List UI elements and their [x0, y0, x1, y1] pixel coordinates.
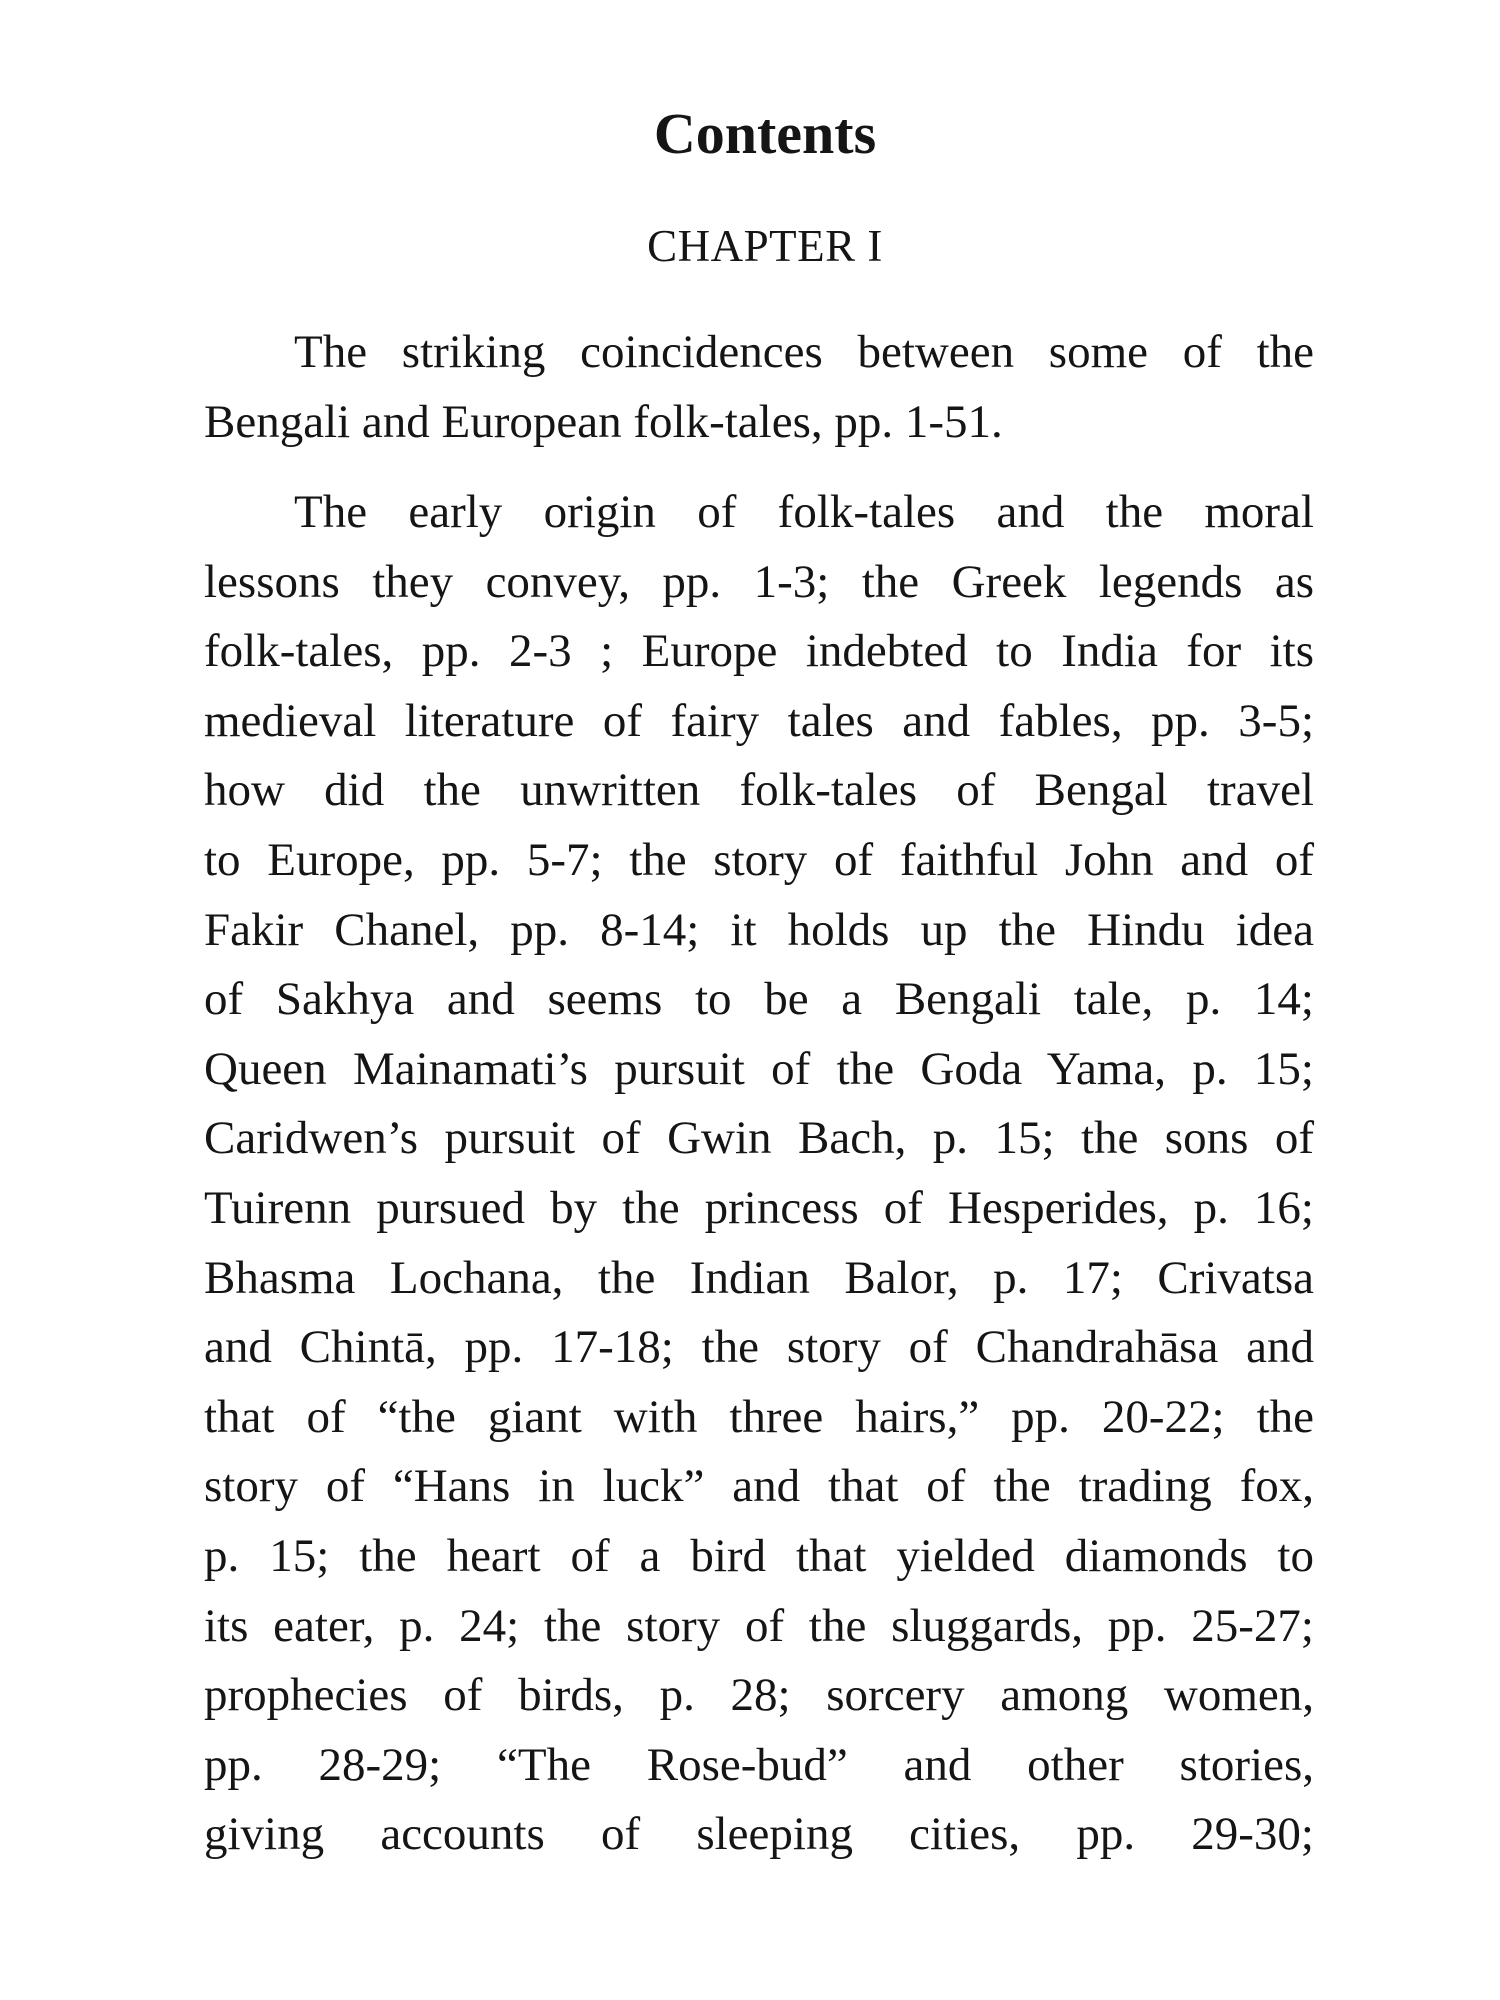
text-line: p. 15; the heart of a bird that yielded diamonds to	[204, 1529, 1314, 1582]
text-line: pp. 28-29; “The Rose-bud” and other stories,	[204, 1738, 1314, 1791]
text-line: that of “the giant with three hairs,” pp. 20-22; the	[204, 1390, 1314, 1443]
text-line: to Europe, pp. 5-7; the story of faithful John and of	[204, 833, 1314, 886]
paragraph-chapter-summary	[204, 318, 1314, 457]
text-line: Bhasma Lochana, the Indian Balor, p. 17; Crivatsa	[204, 1251, 1314, 1304]
text-line: Queen Mainamati’s pursuit of the Goda Yama, p. 15;	[204, 1042, 1314, 1095]
text-line: folk-tales, pp. 2-3 ; Europe indebted to India for its	[204, 625, 1314, 678]
text-line: lessons they convey, pp. 1-3; the Greek legends as	[204, 555, 1314, 608]
text-line: giving accounts of sleeping cities, pp. 29-30;	[204, 1808, 1314, 1861]
text-line: The early origin of folk-tales and the moral	[294, 486, 1314, 538]
text-line: Caridwen’s pursuit of Gwin Bach, p. 15; the sons of	[204, 1112, 1314, 1165]
text-line: medieval literature of fairy tales and fables, pp. 3-5;	[204, 694, 1314, 747]
paragraph-chapter-contents	[204, 478, 1314, 1870]
text-line: of Sakhya and seems to be a Bengali tale, p. 14;	[204, 973, 1314, 1026]
text-line: The striking coincidences between some of the	[294, 326, 1314, 378]
text-line: Tuirenn pursued by the princess of Hesperides, p. 16;	[204, 1181, 1314, 1234]
text-line: Bengali and European folk-tales, pp. 1-51.	[204, 395, 1003, 448]
text-line: its eater, p. 24; the story of the sluggards, pp. 25-27;	[204, 1599, 1314, 1652]
page-title: Contents	[653, 101, 877, 166]
text-line: prophecies of birds, p. 28; sorcery among women,	[204, 1669, 1314, 1722]
text-line: story of “Hans in luck” and that of the trading fox,	[204, 1460, 1314, 1513]
text-line: and Chintā, pp. 17-18; the story of Chandrahāsa and	[204, 1321, 1314, 1374]
chapter-heading: CHAPTER I	[647, 221, 883, 271]
text-line: Fakir Chanel, pp. 8-14; it holds up the Hindu idea	[204, 903, 1314, 956]
text-line: how did the unwritten folk-tales of Bengal travel	[204, 764, 1314, 817]
